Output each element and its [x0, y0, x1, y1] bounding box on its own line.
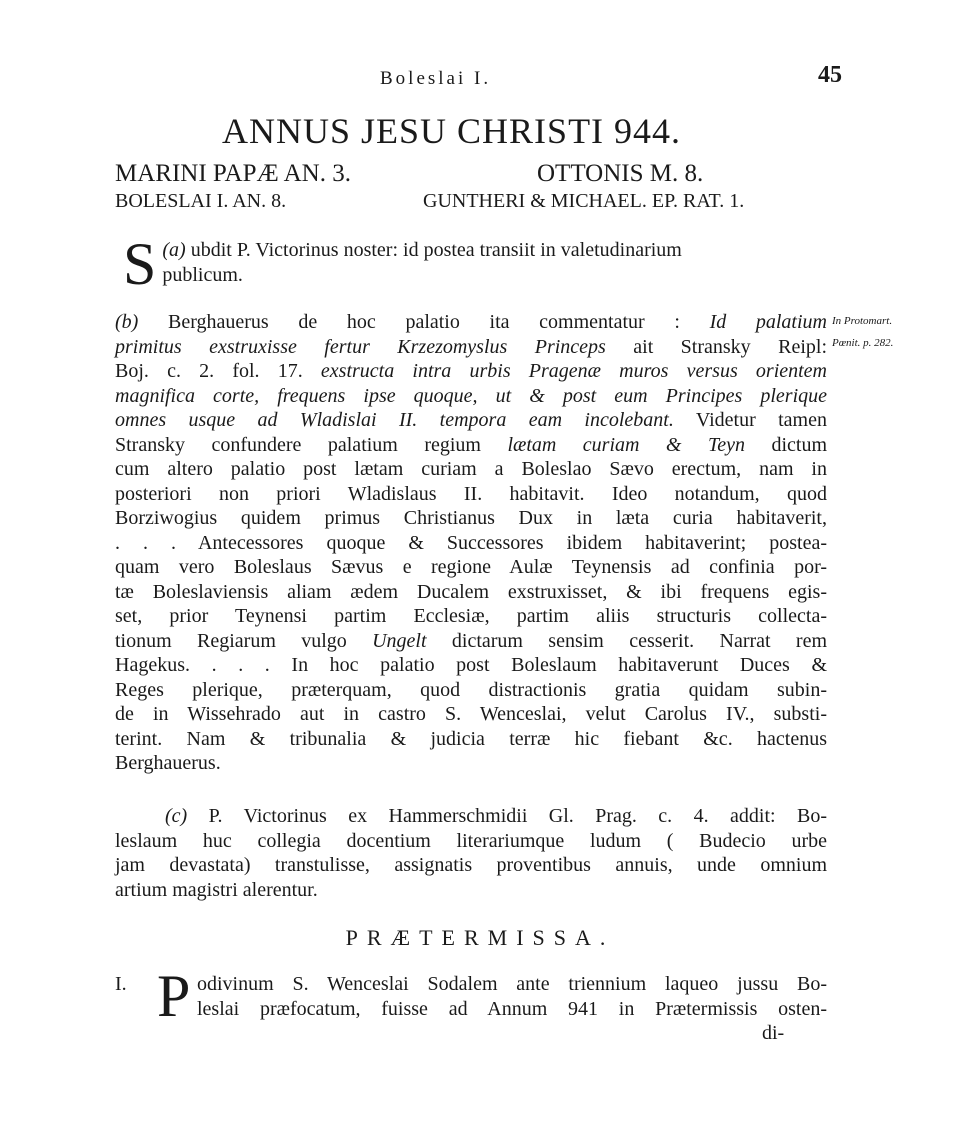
- margin-note-line: In Protomart.: [832, 315, 893, 327]
- footnote-a: [115, 231, 827, 297]
- note-line: Stransky confundere palatium regium lætam curiam & Teyn dictum: [115, 433, 827, 456]
- note-line: jam devastata) transtulisse, assignatis proventibus annuis, unde omnium: [115, 854, 827, 876]
- note-line: Berghauerus.: [115, 752, 221, 774]
- section-title: PRÆTERMISSA.: [345, 925, 615, 950]
- emperor-year: OTTONIS M. 8.: [537, 160, 704, 187]
- duke-year: BOLESLAI I. AN. 8.: [115, 190, 287, 212]
- note-line: artium magistri alerentur.: [115, 878, 318, 901]
- note-line: leslaum huc collegia docentium literariumque ludum ( Budecio urbe: [115, 829, 827, 852]
- running-head: Boleslai I.: [380, 68, 492, 89]
- note-line: Borziwogius quidem primus Christianus Dux in læta curia habitaverit,: [115, 507, 827, 529]
- margin-note: [832, 310, 957, 354]
- note-line: posteriori non priori Wladislaus II. habitavit. Ideo notandum, quod: [115, 482, 827, 505]
- note-line: (b) Berghauerus de hoc palatio ita commentatur : Id palatium: [115, 311, 827, 333]
- drop-cap: S: [123, 231, 157, 297]
- item-text: [197, 972, 827, 1044]
- pope-year: MARINI PAPÆ AN. 3.: [115, 160, 351, 187]
- note-line: de in Wissehrado aut in castro S. Wenceslai, velut Carolus IV., substi-: [115, 703, 827, 725]
- note-marker: (b): [115, 311, 139, 333]
- note-line: terint. Nam & tribunalia & judicia terræ hic fiebant &c. hactenus: [115, 727, 827, 750]
- item-line: leslai præfocatum, fuisse ad Annum 941 in Prætermissis osten-: [197, 997, 827, 1020]
- note-line: Boj. c. 2. fol. 17. exstructa intra urbis Pragenæ muros versus orientem: [115, 360, 828, 382]
- regnal-row-2: [115, 190, 835, 220]
- note-marker: (c): [165, 805, 188, 827]
- note-line: ubdit P. Victorinus noster: id postea transiit in valetudinarium: [190, 239, 682, 261]
- note-marker: (a): [162, 239, 186, 261]
- note-line: magnifica corte, frequens ipse quoque, ut & post eum Principes plerique: [115, 384, 827, 407]
- note-line: (c) P. Victorinus ex Hammerschmidii Gl. Prag. c. 4. addit: Bo-: [165, 805, 827, 827]
- item-line: odivinum S. Wenceslai Sodalem ante triennium laqueo jussu Bo-: [197, 973, 827, 995]
- note-line: Hagekus. . . . In hoc palatio post Boleslaum habitaverunt Duces &: [115, 654, 827, 676]
- margin-note-line: Pœnit. p. 282.: [832, 337, 894, 349]
- bishop-year: GUNTHERI & MICHAEL. EP. RAT. 1.: [423, 190, 745, 212]
- note-line: quam vero Boleslaus Sævus e regione Aulæ Teynensis ad confinia por-: [115, 556, 827, 578]
- regnal-row-1: [115, 160, 835, 190]
- note-line: primitus exstruxisse fertur Krzezomyslus Princeps ait Stransky Reipl:: [115, 335, 827, 358]
- item-number: I.: [115, 973, 127, 995]
- note-line: cum altero palatio post lætam curiam a Boleslao Sævo erectum, nam in: [115, 458, 827, 480]
- footnote-c: [115, 804, 827, 902]
- note-line: Reges plerique, præterquam, quod distractionis gratia quidam subin-: [115, 678, 827, 701]
- note-line: . . . Antecessores quoque & Successores ibidem habitaverint; postea-: [115, 531, 827, 554]
- note-line: tæ Boleslaviensis aliam ædem Ducalem exstruxisset, & ibi frequens egis-: [115, 580, 827, 603]
- year-heading: ANNUS JESU CHRISTI 944.: [222, 111, 682, 151]
- footnote-b: [115, 310, 827, 776]
- catchword: di-: [762, 1022, 785, 1044]
- drop-cap: P: [157, 963, 191, 1029]
- note-line: tionum Regiarum vulgo Ungelt dictarum sensim cesserit. Narrat rem: [115, 629, 828, 652]
- note-line: omnes usque ad Wladislai II. tempora eam incolebant. Videtur tamen: [115, 409, 827, 431]
- page-number: 45: [818, 62, 842, 88]
- note-line: set, prior Teynensi partim Ecclesiæ, partim aliis structuris collecta-: [115, 605, 827, 627]
- note-line: publicum.: [162, 263, 243, 286]
